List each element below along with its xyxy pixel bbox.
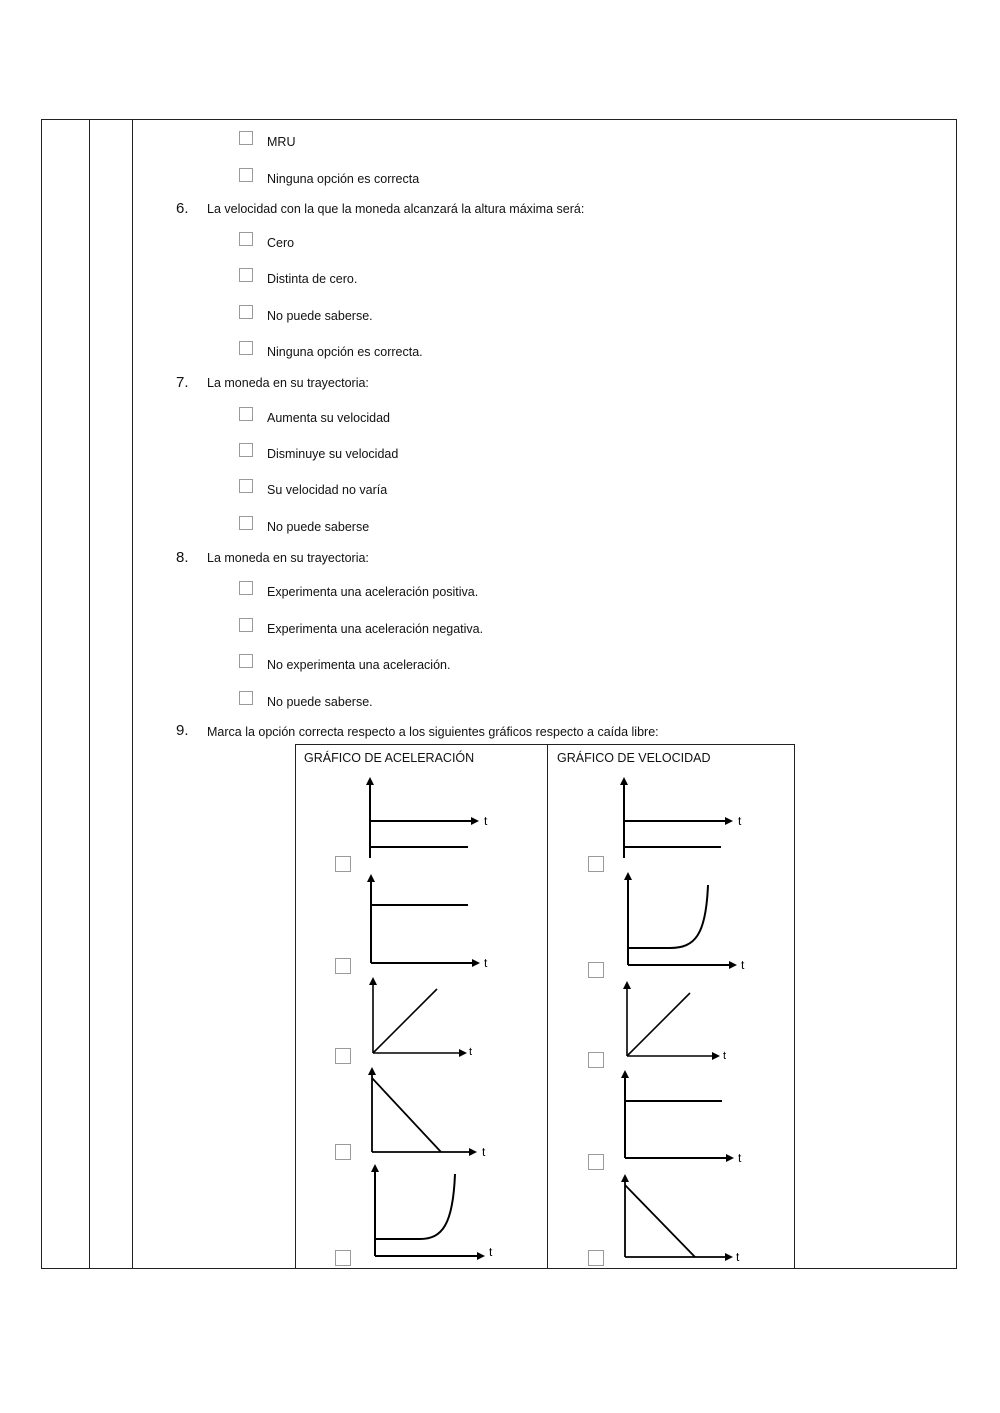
option-label: No puede saberse: [267, 520, 370, 534]
vel-graph-2: [628, 875, 734, 965]
option-label: Experimenta una aceleración negativa.: [267, 622, 484, 636]
question-text-7: La moneda en su trayectoria:: [207, 376, 369, 390]
axis-label-t: t: [738, 814, 742, 828]
question-text-8: La moneda en su trayectoria:: [207, 551, 369, 565]
question-number-6: 6.: [176, 200, 189, 217]
question-number-7: 7.: [176, 374, 189, 391]
vel-graph-4: [625, 1073, 731, 1158]
option-label: Ninguna opción es correcta: [267, 172, 420, 186]
option-label: Disminuye su velocidad: [267, 447, 399, 461]
accel-graph-1: [370, 780, 476, 858]
accel-graph-4: [372, 1070, 474, 1152]
question-number-8: 8.: [176, 549, 189, 566]
header-acceleration: GRÁFICO DE ACELERACIÓN: [304, 751, 475, 765]
axis-label-t: t: [482, 1145, 486, 1159]
axis-label-t: t: [484, 956, 488, 970]
axis-label-t: t: [738, 1151, 742, 1165]
option-label: MRU: [267, 135, 296, 149]
vel-graph-3: [627, 984, 717, 1056]
question-text-9: Marca la opción correcta respecto a los siguientes gráficos respecto a caída libre:: [207, 725, 659, 739]
axis-label-t: t: [469, 1046, 473, 1058]
option-label: Cero: [267, 236, 295, 250]
header-velocity: GRÁFICO DE VELOCIDAD: [557, 751, 711, 765]
option-label: Aumenta su velocidad: [267, 411, 390, 425]
vel-graph-1: [624, 780, 730, 858]
axis-label-t: t: [723, 1050, 727, 1062]
accel-graph-5: [375, 1167, 482, 1256]
option-label: No puede saberse.: [267, 695, 373, 709]
option-label: Distinta de cero.: [267, 272, 358, 286]
vel-graph-5: [625, 1177, 730, 1257]
axis-label-t: t: [484, 814, 488, 828]
option-label: Ninguna opción es correcta.: [267, 345, 423, 359]
axis-label-t: t: [741, 958, 745, 972]
option-label: No experimenta una aceleración.: [267, 658, 451, 672]
accel-graph-2: [371, 877, 477, 963]
option-label: Su velocidad no varía: [267, 483, 388, 497]
question-text-6: La velocidad con la que la moneda alcanzará la altura máxima será:: [207, 202, 585, 216]
option-label: No puede saberse.: [267, 309, 373, 323]
accel-graph-3: [373, 980, 464, 1053]
question-number-9: 9.: [176, 722, 189, 739]
axis-label-t: t: [489, 1245, 493, 1259]
axis-label-t: t: [736, 1250, 740, 1264]
option-label: Experimenta una aceleración positiva.: [267, 585, 479, 599]
